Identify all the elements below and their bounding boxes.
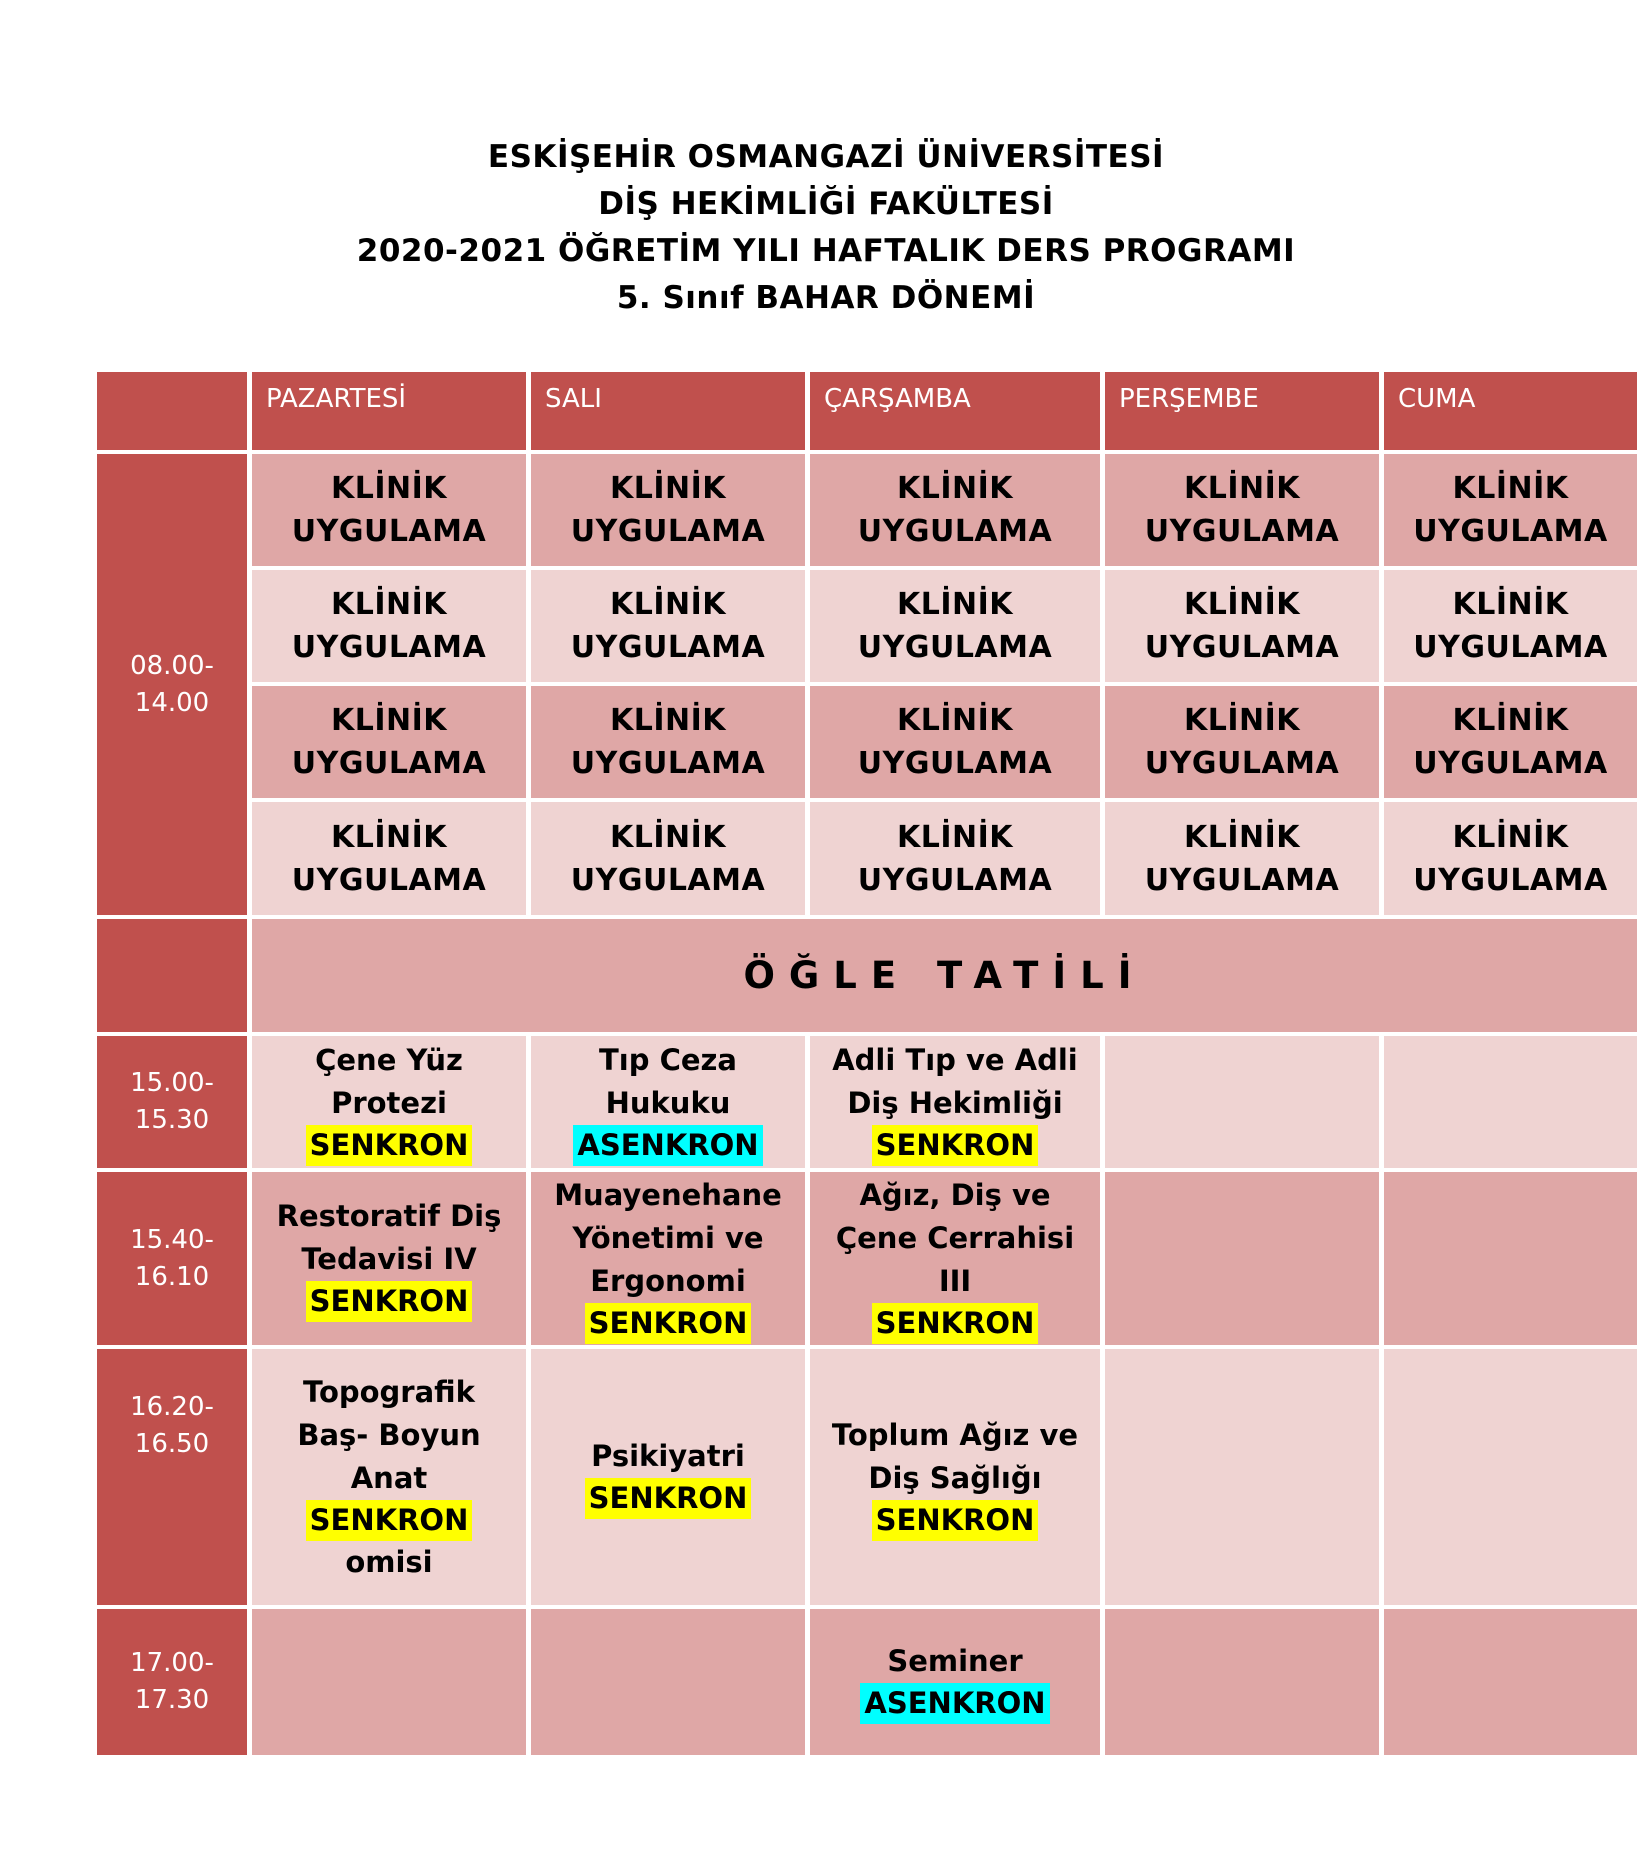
clinic-label-line2: UYGULAMA — [857, 862, 1053, 898]
clinic-cell — [1384, 686, 1637, 798]
day-header-friday: CUMA — [1384, 372, 1637, 450]
course-name-line: Tedavisi IV — [301, 1242, 477, 1276]
course-name-line: Baş- Boyun — [297, 1417, 481, 1452]
course-name-line: Ağız, Diş ve — [859, 1177, 1051, 1212]
clinic-label-line1: KLİNİK — [896, 819, 1014, 855]
course-name-line: Psikiyatri — [591, 1439, 745, 1473]
sync-badge: SENKRON — [872, 1303, 1039, 1344]
title-faculty: DİŞ HEKİMLİĞİ FAKÜLTESİ — [598, 186, 1054, 222]
clinic-label-line1: KLİNİK — [609, 703, 727, 738]
clinic-cell — [1384, 454, 1637, 566]
clinic-label-line2: UYGULAMA — [1413, 746, 1608, 781]
clinic-cell — [252, 454, 526, 566]
sync-badge: SENKRON — [585, 1303, 752, 1344]
document-title — [0, 134, 1652, 322]
empty-cell — [531, 1609, 805, 1755]
course-cell — [810, 1349, 1100, 1605]
async-badge: ASENKRON — [860, 1683, 1049, 1724]
clinic-label-line2: UYGULAMA — [1413, 630, 1608, 665]
time-end: 16.10 — [134, 1261, 210, 1292]
clinic-label-line2: UYGULAMA — [291, 630, 487, 665]
clinic-cell — [810, 802, 1100, 915]
time-start: 17.00- — [130, 1648, 214, 1678]
clinic-label-line1: KLİNİK — [1183, 819, 1301, 855]
course-name-line: Seminer — [887, 1644, 1023, 1678]
clinic-label-line2: UYGULAMA — [857, 746, 1053, 781]
clinic-label-line2: UYGULAMA — [291, 514, 487, 549]
course-cell — [810, 1609, 1100, 1755]
empty-cell — [1384, 1609, 1637, 1755]
empty-cell — [1384, 1036, 1637, 1168]
course-cell — [252, 1349, 526, 1605]
clinic-label-line1: KLİNİK — [896, 703, 1014, 738]
clinic-label-line2: UYGULAMA — [857, 630, 1053, 665]
empty-cell — [252, 1609, 526, 1755]
schedule-table — [97, 372, 1625, 1757]
lunch-break: ÖĞLE TATİLİ — [252, 919, 1637, 1032]
clinic-cell — [1105, 686, 1379, 798]
empty-cell — [1105, 1349, 1379, 1605]
course-name-line: Diş Sağlığı — [868, 1460, 1042, 1495]
course-name-line: Diş Hekimliği — [847, 1085, 1063, 1120]
clinic-cell — [531, 802, 805, 915]
day-header-wednesday: ÇARŞAMBA — [810, 372, 1100, 450]
clinic-label-line1: KLİNİK — [1452, 471, 1569, 506]
title-program: 2020-2021 ÖĞRETİM YILI HAFTALIK DERS PROGRAMI — [356, 233, 1296, 269]
course-name-line: omisi — [345, 1544, 433, 1579]
clinic-cell — [810, 454, 1100, 566]
clinic-label-line2: UYGULAMA — [1144, 862, 1340, 898]
course-name-line: III — [938, 1263, 972, 1298]
time-slot-1 — [97, 1036, 247, 1168]
course-name-line: Adli Tıp ve Adli — [832, 1042, 1078, 1077]
clinic-label-line1: KLİNİK — [1183, 471, 1301, 506]
time-end: 16.50 — [134, 1429, 210, 1459]
clinic-label-line1: KLİNİK — [330, 819, 448, 855]
clinic-cell — [810, 686, 1100, 798]
empty-cell — [1105, 1609, 1379, 1755]
clinic-label-line2: UYGULAMA — [570, 862, 766, 898]
clinic-cell — [531, 686, 805, 798]
time-slot-3 — [97, 1349, 247, 1605]
empty-cell — [1384, 1172, 1637, 1345]
clinic-label-line1: KLİNİK — [896, 587, 1014, 622]
course-name-line: Çene Yüz — [315, 1042, 463, 1077]
time-start: 15.40- — [130, 1224, 214, 1255]
clinic-cell — [1105, 454, 1379, 566]
course-name-line: Restoratif Diş — [276, 1199, 502, 1233]
day-header-tuesday: SALI — [531, 372, 805, 450]
clinic-label-line1: KLİNİK — [609, 471, 727, 506]
clinic-label-line2: UYGULAMA — [570, 746, 766, 781]
clinic-label-line2: UYGULAMA — [570, 630, 766, 665]
title-term: 5. Sınıf BAHAR DÖNEMİ — [616, 280, 1036, 316]
clinic-label-line2: UYGULAMA — [570, 514, 766, 549]
clinic-label-line2: UYGULAMA — [1413, 514, 1608, 549]
time-end: 15.30 — [134, 1105, 210, 1135]
async-badge: ASENKRON — [573, 1125, 762, 1166]
course-name-line: Muayenehane — [554, 1177, 782, 1212]
course-cell — [810, 1036, 1100, 1168]
empty-cell — [1384, 1349, 1637, 1605]
time-start: 16.20- — [130, 1392, 214, 1422]
sync-badge: SENKRON — [872, 1125, 1039, 1166]
course-name-line: Çene Cerrahisi — [835, 1220, 1075, 1255]
header-corner — [97, 372, 247, 450]
clinic-label-line2: UYGULAMA — [1144, 630, 1340, 665]
clinic-label-line2: UYGULAMA — [1144, 746, 1340, 781]
course-name-line: Protezi — [331, 1085, 447, 1120]
course-name-line: Yönetimi ve — [572, 1220, 764, 1255]
time-start: 08.00- — [130, 650, 214, 681]
sync-badge: SENKRON — [306, 1125, 473, 1166]
course-name-line: Tıp Ceza — [599, 1042, 737, 1077]
time-slot-2 — [97, 1172, 247, 1345]
clinic-cell — [252, 686, 526, 798]
clinic-label-line1: KLİNİK — [330, 703, 448, 738]
clinic-label-line2: UYGULAMA — [1144, 514, 1340, 549]
clinic-label-line1: KLİNİK — [1452, 703, 1569, 738]
sync-badge: SENKRON — [585, 1478, 752, 1519]
course-cell — [810, 1172, 1100, 1345]
sync-badge: SENKRON — [872, 1500, 1039, 1541]
clinic-label-line2: UYGULAMA — [291, 746, 487, 781]
clinic-label-line1: KLİNİK — [1183, 587, 1301, 622]
sync-badge: SENKRON — [306, 1281, 473, 1322]
time-morning — [97, 454, 247, 915]
clinic-label-line2: UYGULAMA — [857, 514, 1053, 549]
day-header-monday: PAZARTESİ — [252, 372, 526, 450]
time-start: 15.00- — [130, 1068, 214, 1098]
course-name-line: Topografik — [303, 1374, 475, 1409]
course-cell — [531, 1172, 805, 1345]
empty-cell — [1105, 1036, 1379, 1168]
clinic-cell — [1384, 570, 1637, 682]
clinic-cell — [1384, 802, 1637, 915]
clinic-label-line1: KLİNİK — [609, 819, 727, 855]
course-cell — [252, 1172, 526, 1345]
course-cell — [531, 1349, 805, 1605]
sync-badge: SENKRON — [306, 1500, 473, 1541]
time-end: 17.30 — [134, 1685, 210, 1715]
clinic-cell — [1105, 802, 1379, 915]
clinic-label-line1: KLİNİK — [896, 471, 1014, 506]
clinic-label-line1: KLİNİK — [1452, 587, 1569, 622]
clinic-cell — [531, 454, 805, 566]
course-name-line: Toplum Ağız ve — [831, 1417, 1079, 1452]
title-university: ESKİŞEHİR OSMANGAZİ ÜNİVERSİTESİ — [487, 139, 1165, 175]
clinic-cell — [252, 802, 526, 915]
course-name-line: Hukuku — [605, 1085, 731, 1120]
clinic-label-line1: KLİNİK — [1183, 703, 1301, 738]
clinic-label-line1: KLİNİK — [1452, 819, 1569, 855]
clinic-cell — [1105, 570, 1379, 682]
clinic-label-line1: KLİNİK — [330, 471, 448, 506]
time-slot-4 — [97, 1609, 247, 1755]
clinic-label-line2: UYGULAMA — [291, 862, 487, 898]
course-cell — [531, 1036, 805, 1168]
course-cell — [252, 1036, 526, 1168]
clinic-cell — [252, 570, 526, 682]
course-name-line: Anat — [350, 1460, 428, 1495]
clinic-cell — [531, 570, 805, 682]
day-header-thursday: PERŞEMBE — [1105, 372, 1379, 450]
time-lunch — [97, 919, 247, 1032]
time-end: 14.00 — [134, 687, 210, 718]
course-name-line: Ergonomi — [590, 1263, 746, 1298]
empty-cell — [1105, 1172, 1379, 1345]
clinic-label-line1: KLİNİK — [609, 587, 727, 622]
clinic-label-line2: UYGULAMA — [1413, 862, 1608, 898]
clinic-cell — [810, 570, 1100, 682]
clinic-label-line1: KLİNİK — [330, 587, 448, 622]
